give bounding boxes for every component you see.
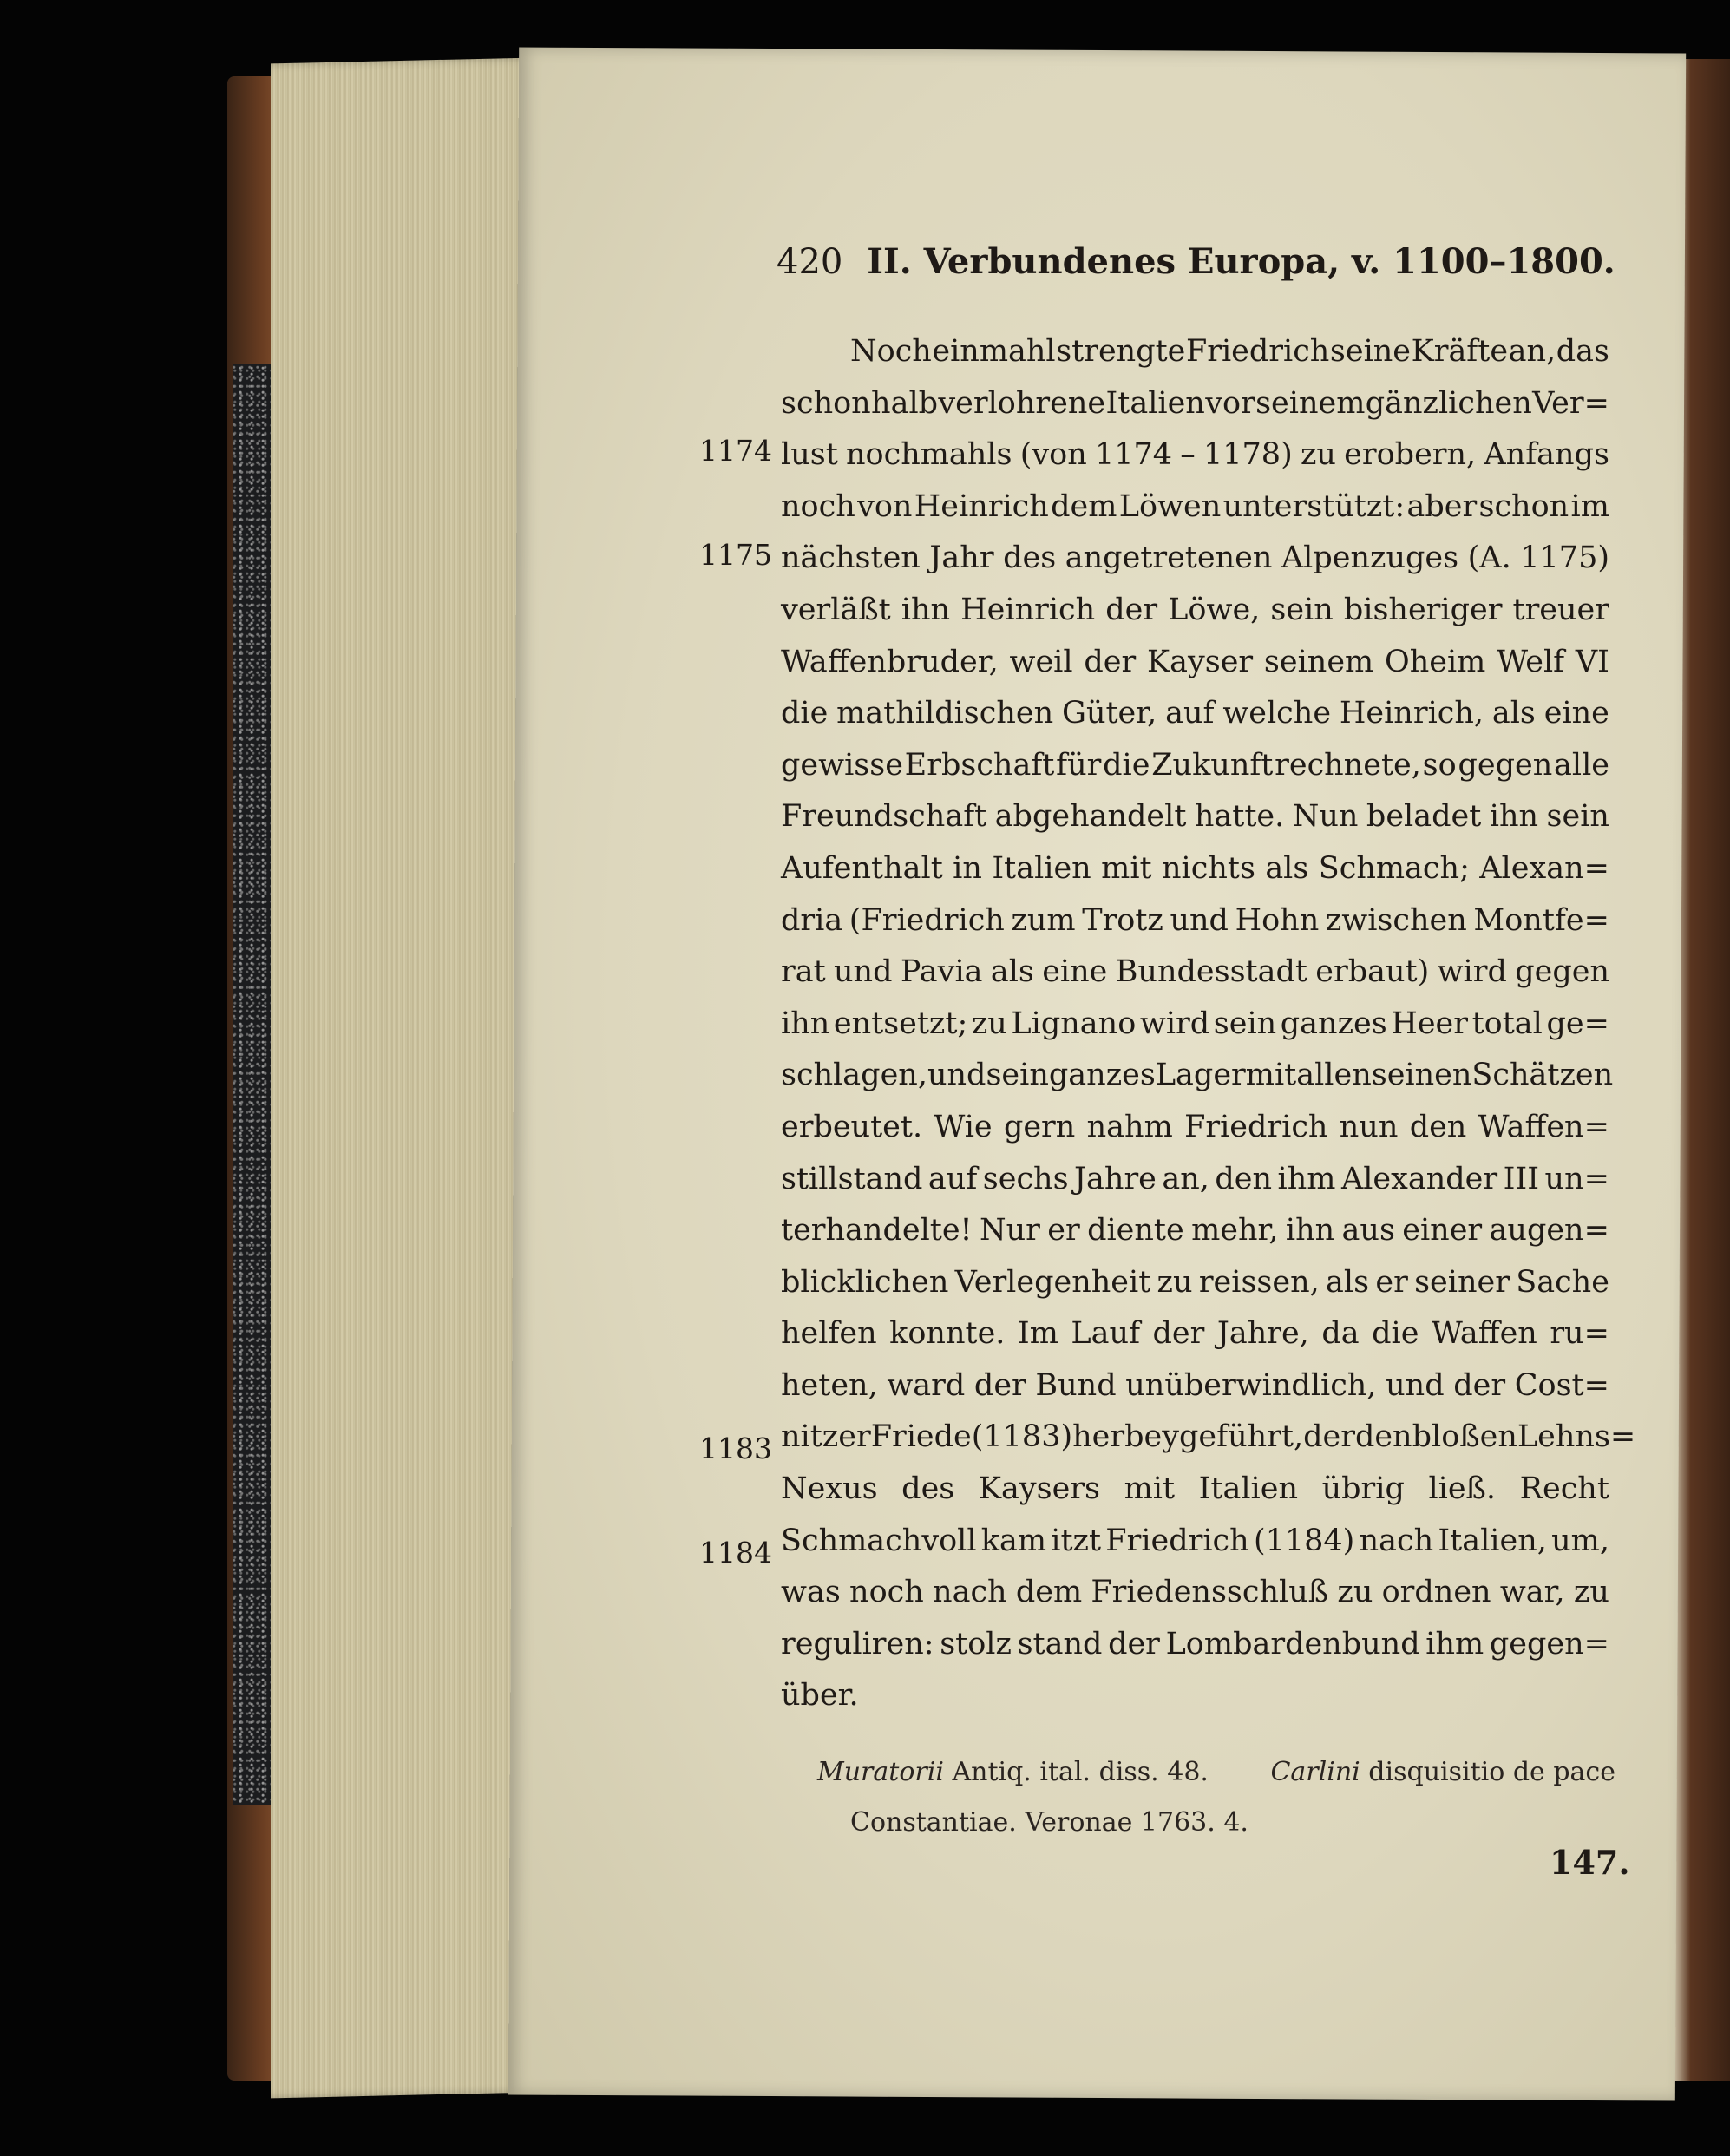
text-line: helfen konnte. Im Lauf der Jahre, da die Waffen ru= [781, 1316, 1609, 1352]
text-line: reguliren: stolz stand der Lombardenbund ihm gegen= [781, 1626, 1609, 1661]
text-line: verläßt ihn Heinrich der Löwe, sein bisheriger treuer [781, 592, 1609, 627]
margin-year: 1183 [699, 1432, 772, 1465]
text-line: was noch nach dem Friedensschluß zu ordnen war, zu [781, 1575, 1609, 1610]
margin-year: 1174 [699, 434, 772, 468]
text-line: lust nochmahls (von 1174 – 1178) zu erobern, Anfangs [781, 437, 1609, 473]
text-line: dria (Friedrich zum Trotz und Hohn zwischen Montfe= [781, 902, 1609, 938]
footnote-author-1: Muratorii [817, 1757, 944, 1787]
header-title: II. Verbundenes Europa, v. 1100–1800. [867, 241, 1615, 282]
text-line: Freundschaft abgehandelt hatte. Nun beladet ihn sein [781, 799, 1609, 835]
footnote-line-2: Constantiae. Veronae 1763. 4. [850, 1807, 1248, 1838]
text-line: schlagen, und sein ganzes Lager mit allen seinen Schätzen [781, 1058, 1614, 1093]
text-line: rat und Pavia als eine Bundesstadt erbaut) wird gegen [781, 954, 1609, 990]
text-line: gewisse Erbschaft für die Zukunft rechnete, so gegen alle [781, 747, 1609, 783]
text-line: die mathildischen Güter, auf welche Heinrich, als eine [781, 696, 1609, 731]
text-line: über. [781, 1678, 859, 1714]
text-line: erbeutet. Wie gern nahm Friedrich nun den Waffen= [781, 1109, 1609, 1144]
footnote-text-2: disquisitio de pace [1368, 1757, 1615, 1787]
body-text [781, 326, 1636, 1722]
text-line: Schmachvoll kam itzt Friedrich (1184) nach Italien, um, [781, 1523, 1609, 1558]
page-stack-edge [271, 58, 531, 2099]
footnote-text-1: Antiq. ital. diss. 48. [952, 1757, 1209, 1787]
text-line: Noch einmahl strengte Friedrich seine Kräfte an, das [850, 334, 1609, 369]
text-line: nitzer Friede (1183) herbeygeführt, der den bloßen Lehns= [781, 1419, 1636, 1455]
text-line: heten, ward der Bund unüberwindlich, und der Cost= [781, 1367, 1609, 1403]
text-line: terhandelte! Nur er diente mehr, ihn aus einer augen= [781, 1213, 1609, 1248]
margin-year: 1184 [699, 1536, 772, 1569]
text-line: Aufenthalt in Italien mit nichts als Schmach; Alexan= [781, 850, 1609, 886]
text-line: ihn entsetzt; zu Lignano wird sein ganzes Heer total ge= [781, 1006, 1609, 1041]
text-line: Waffenbruder, weil der Kayser seinem Oheim Welf VI [781, 644, 1609, 679]
text-line: blicklichen Verlegenheit zu reissen, als er seiner Sache [781, 1264, 1609, 1300]
footnote [817, 1747, 1615, 1848]
text-line: noch von Heinrich dem Löwen unterstützt: aber schon im [781, 488, 1609, 524]
page-number: 420 [777, 242, 843, 282]
text-line: nächsten Jahr des angetretenen Alpenzuges (A. 1175) [781, 541, 1609, 576]
text-line: Nexus des Kaysers mit Italien übrig ließ. Recht [781, 1471, 1609, 1507]
signature-mark: 147. [1550, 1843, 1630, 1882]
running-header [777, 241, 1615, 282]
footnote-author-2: Carlini [1270, 1757, 1360, 1787]
margin-year: 1175 [699, 538, 772, 572]
text-line: stillstand auf sechs Jahre an, den ihm Alexander III un= [781, 1161, 1609, 1196]
text-line: schon halb verlohrene Italien vor seinem gänzlichen Ver= [781, 385, 1609, 421]
